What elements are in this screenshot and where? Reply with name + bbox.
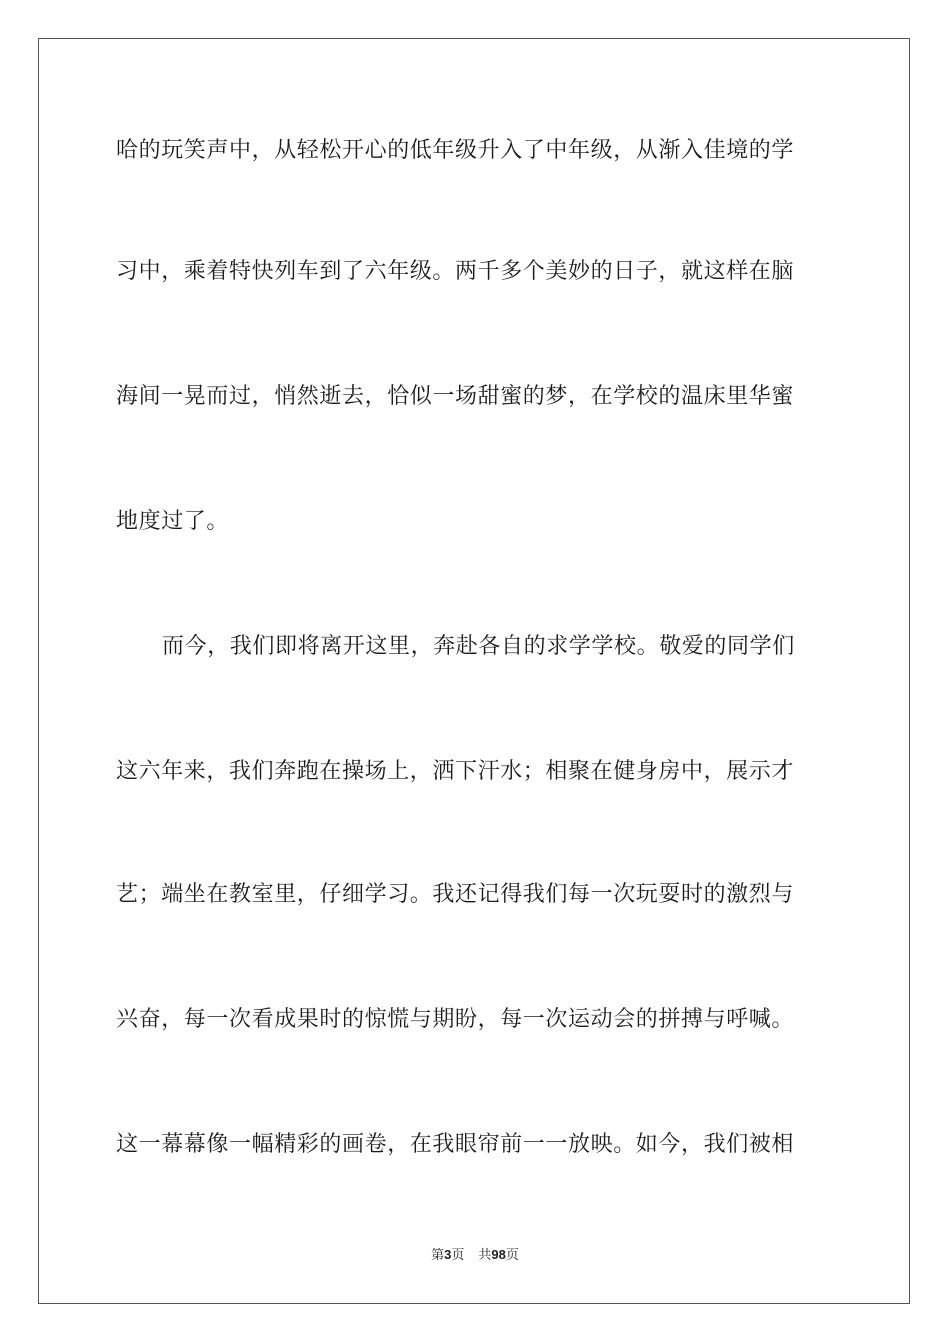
- page-footer: [0, 1246, 950, 1265]
- total-prefix: 共: [478, 1248, 492, 1263]
- total-pages: 98: [491, 1247, 506, 1262]
- total-suffix: 页: [505, 1248, 519, 1263]
- text-line-5: 而今，我们即将离开这里，奔赴各自的求学学校。敬爱的同学们: [162, 634, 795, 659]
- page-border: [38, 38, 910, 1304]
- text-line-1: 哈的玩笑声中，从轻松开心的低年级升入了中年级，从渐入佳境的学: [116, 138, 795, 163]
- text-line-6: 这六年来，我们奔跑在操场上，洒下汗水；相聚在健身房中，展示才: [116, 759, 795, 784]
- text-line-3: 海间一晃而过，悄然逝去，恰似一场甜蜜的梦，在学校的温床里华蜜: [116, 384, 795, 409]
- page-suffix: 页: [451, 1248, 465, 1263]
- text-line-4: 地度过了。: [116, 509, 230, 534]
- text-line-9: 这一幕幕像一幅精彩的画卷，在我眼帘前一一放映。如今，我们被相: [116, 1132, 795, 1157]
- text-line-8: 兴奋，每一次看成果时的惊慌与期盼，每一次运动会的拼搏与呼喊。: [116, 1007, 795, 1032]
- page-number: 3: [444, 1247, 452, 1262]
- page-prefix: 第: [431, 1248, 445, 1263]
- text-line-7: 艺；端坐在教室里，仔细学习。我还记得我们每一次玩耍时的激烈与: [116, 882, 795, 907]
- text-line-2: 习中，乘着特快列车到了六年级。两千多个美妙的日子，就这样在脑: [116, 259, 795, 284]
